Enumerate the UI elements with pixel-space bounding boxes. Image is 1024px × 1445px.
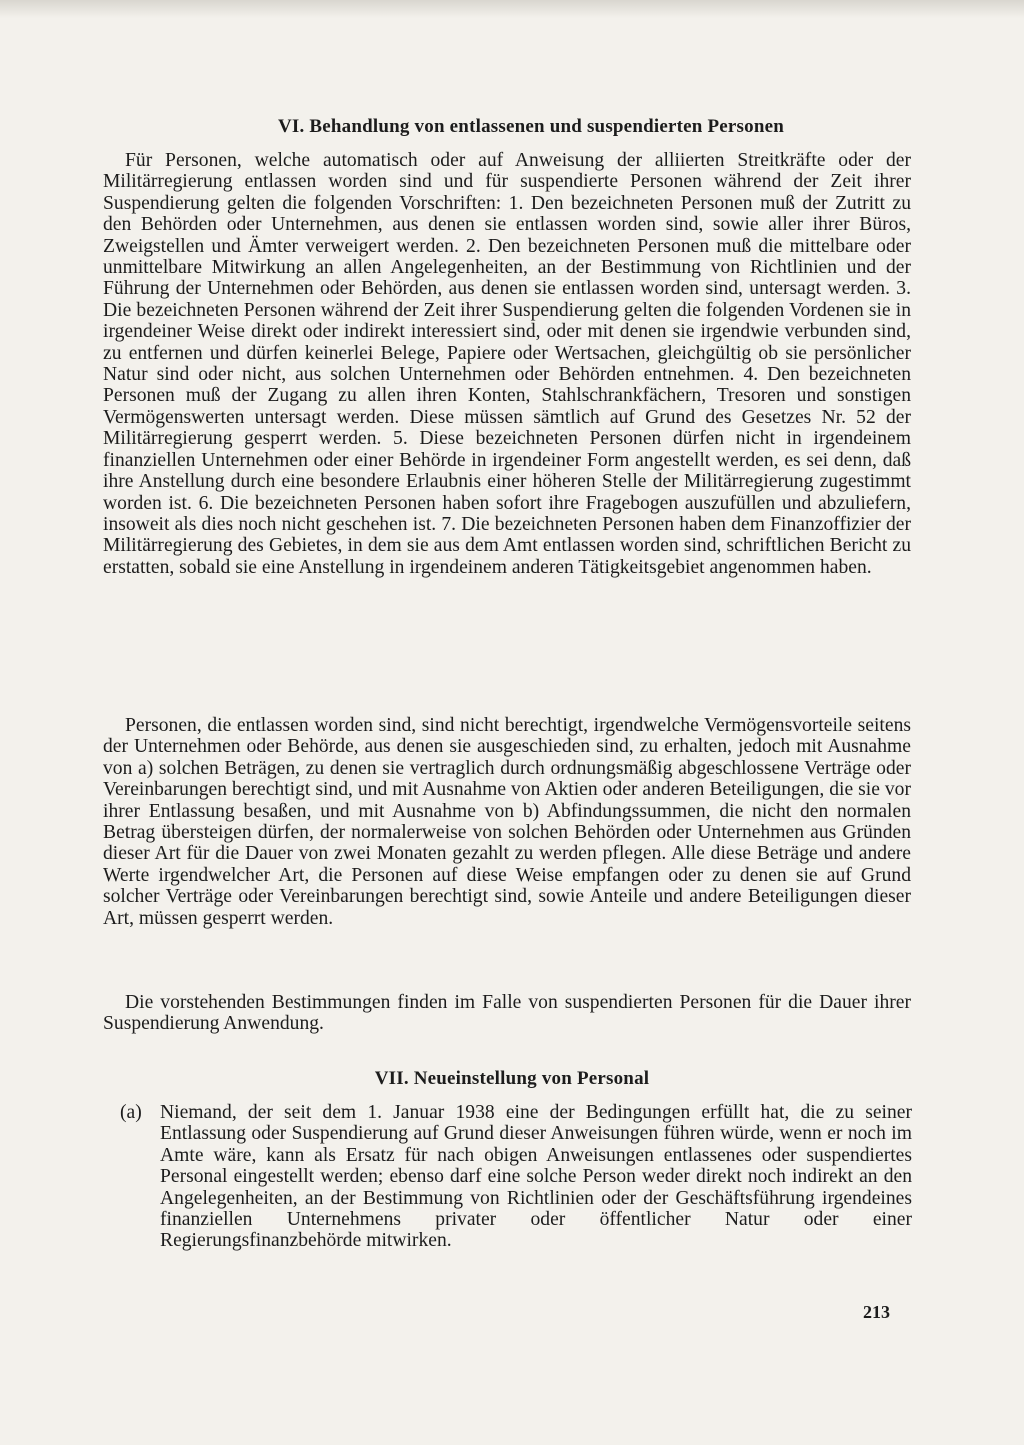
section-vi-heading: VI. Behandlung von entlassenen und suspendierten Personen	[277, 116, 785, 137]
item-a-marker: (a)	[120, 1102, 142, 1123]
section-vii-heading: VII. Neueinstellung von Personal	[374, 1068, 650, 1089]
section-vi-paragraph-2: Personen, die entlassen worden sind, sind nicht berechtigt, irgendwelche Vermögensvorteile seitens der Unternehmen oder Behörde, aus denen sie ausgeschieden sind, zu erhalten, jedoch mit Ausnahme von a) solchen Beträgen, zu denen sie vertraglich durch ordnungsmäßig abgeschlossene Verträge oder Vereinbarungen berechtigt sind, und mit Ausnahme von Aktien oder anderen Beteiligungen, die sie vor ihrer Entlassung besaßen, und mit Ausnahme von b) Abfindungssummen, die nicht den normalen Betrag übersteigen dürfen, der normalerweise von solchen Behörden oder Unternehmen aus Gründen dieser Art für die Dauer von zwei Monaten gezahlt zu werden pflegen. Alle diese Beträge und andere Werte irgendwelcher Art, die Personen auf diese Weise empfangen oder zu denen sie auf Grund solcher Verträge oder Vereinbarungen berechtigt sind, sowie Anteile und andere Beteiligungen dieser Art, müssen gesperrt werden.	[103, 715, 911, 929]
section-vi-paragraph-3: Die vorstehenden Bestimmungen finden im Falle von suspendierten Personen für die Dauer ihrer Suspendierung Anwendung.	[103, 992, 911, 1035]
scan-edge-shadow	[0, 0, 1024, 18]
page-number: 213	[863, 1302, 890, 1322]
section-vi-paragraph-1: Für Personen, welche automatisch oder auf Anweisung der alliierten Streitkräfte oder der Militärregierung entlassen worden sind und für suspendierte Personen während der Zeit ihrer Suspendierung gelten die folgenden Vorschriften: 1. Den bezeichneten Personen muß der Zutritt zu den Behörden oder Unternehmen, aus denen sie entlassen worden sind, sowie aller ihrer Büros, Zweigstellen und Ämter verweigert werden. 2. Den bezeichneten Personen muß die mittelbare oder unmittelbare Mitwirkung an allen Angelegenheiten, an der Bestimmung von Richtlinien und der Führung der Unternehmen oder Behörden, aus denen sie entlassen worden sind, untersagt werden. 3. Die bezeichneten Personen während der Zeit ihrer Suspendierung gelten die folgenden Vordenen sie in irgendeiner Weise direkt oder indirekt interessiert sind, oder mit denen sie irgendwie verbunden sind, zu entfernen und dürfen keinerlei Belege, Papiere oder Wertsachen, gleichgültig ob sie persönlicher Natur sind oder nicht, aus solchen Unternehmen oder Behörden entnehmen. 4. Den bezeichneten Personen muß der Zugang zu allen ihren Konten, Stahlschrankfächern, Tresoren und sonstigen Vermögenswerten untersagt werden. Diese müssen sämtlich auf Grund des Gesetzes Nr. 52 der Militärregierung gesperrt werden. 5. Diese bezeichneten Personen dürfen nicht in irgendeinem finanziellen Unternehmen oder einer Behörde in irgendeiner Form angestellt werden, es sei denn, daß ihre Anstellung durch eine besondere Erlaubnis einer höheren Stelle der Militärregierung zugestimmt worden ist. 6. Die bezeichneten Personen haben sofort ihre Fragebogen auszufüllen und abzuliefern, insoweit als dies noch nicht geschehen ist. 7. Die bezeichneten Personen haben dem Finanzoffizier der Militärregierung des Gebietes, in dem sie aus dem Amt entlassen worden sind, schriftlichen Bericht zu erstatten, sobald sie eine Anstellung in irgendeinem anderen Tätigkeitsgebiet angenommen haben.	[103, 150, 911, 578]
item-a-text: Niemand, der seit dem 1. Januar 1938 eine der Bedingungen erfüllt hat, die zu seiner Entlassung oder Suspendierung auf Grund dieser Anweisungen führen würde, wenn er noch im Amte wäre, kann als Ersatz für nach obigen Anweisungen entlassenes oder suspendiertes Personal eingestellt werden; ebenso darf eine solche Person weder direkt noch indirekt an den Angelegenheiten, an der Bestimmung von Richtlinien oder der Geschäftsführung irgendeines finanziellen Unternehmens privater oder öffentlicher Natur oder einer Regierungsfinanzbehörde mitwirken.	[160, 1102, 912, 1252]
section-vii-item-a	[120, 1102, 912, 1252]
